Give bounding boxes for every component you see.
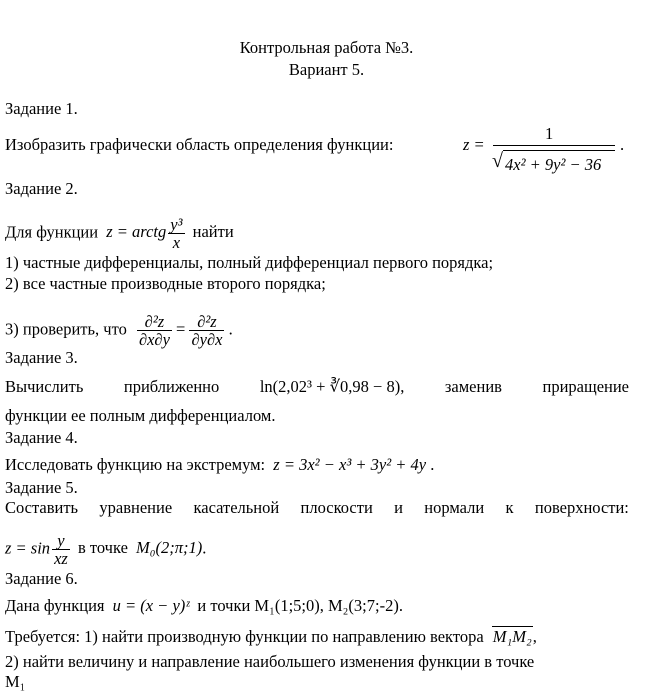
task2-derivative1-denominator: ∂x∂y [138, 330, 170, 349]
task2-formula-lhs: z = arctg [106, 222, 167, 242]
task5-point-text: в точке [77, 538, 128, 558]
task1-formula-numerator: 1 [545, 124, 554, 143]
document-title: Контрольная работа №3. [239, 38, 414, 57]
task3-word: заменив [444, 377, 502, 396]
task6-vector: M₁M₂ [492, 627, 532, 646]
task5-formula-line [5, 532, 206, 567]
task5-fraction-denominator: xz [54, 549, 68, 568]
task3-word: приближенно [123, 377, 220, 396]
task4-end: . [430, 455, 435, 474]
task5-word: и [394, 498, 403, 517]
task5-word: уравнение [99, 498, 173, 517]
task6-requirement-line [5, 627, 537, 647]
task2-after: найти [192, 222, 234, 242]
task3-expression: ln(2,02³ + ∛0,98 − 8), [259, 377, 405, 396]
task5-word: касательной [193, 498, 280, 517]
task2-equals: = [176, 319, 186, 339]
task4-line [5, 455, 434, 475]
task6-item2-continued: M₁ [5, 672, 26, 691]
task5-end: . [202, 538, 207, 558]
task2-fraction-denominator: x [172, 233, 181, 252]
task1-heading: Задание 1. [5, 99, 78, 118]
task5-word: поверхности: [534, 498, 629, 517]
task2-heading: Задание 2. [5, 179, 78, 198]
task5-word: нормали [424, 498, 485, 517]
task5-formula-lhs: z = sin [5, 538, 51, 558]
task6-points: и точки M₁(1;5;0), M₂(3;7;-2). [197, 596, 403, 615]
task5-point: M₀(2;π;1) [136, 538, 203, 558]
task5-word: к [505, 498, 514, 517]
task3-line1 [5, 377, 629, 397]
task2-item1: 1) частные дифференциалы, полный дифференциал первого порядка; [5, 253, 494, 272]
task4-text: Исследовать функцию на экстремум: [5, 455, 266, 474]
task6-formula: u = (x − y)ᶻ [112, 596, 190, 615]
task2-end: . [228, 319, 233, 339]
task5-line1 [5, 498, 629, 518]
task2-intro: Для функции [5, 222, 99, 242]
task5-word: Составить [5, 498, 79, 517]
task6-requirement-end: , [532, 627, 537, 646]
task6-line1 [5, 596, 403, 616]
task2-item2: 2) все частные производные второго порядка; [5, 274, 326, 293]
task3-word: приращение [542, 377, 629, 396]
task2-item3-line [5, 313, 233, 348]
task3-line2: функции ее полным дифференциалом. [5, 406, 276, 425]
task6-intro: Дана функция [5, 596, 105, 615]
task3-word: Вычислить [5, 377, 84, 396]
task2-derivative1-numerator: ∂²z [137, 313, 172, 331]
task2-derivative2-denominator: ∂y∂x [191, 330, 223, 349]
task2-formula-line [5, 216, 234, 251]
task2-fraction-numerator: y³ [170, 215, 183, 234]
task1-radical-bar [503, 150, 615, 151]
task6-heading: Задание 6. [5, 569, 78, 588]
task4-heading: Задание 4. [5, 428, 78, 447]
task3-heading: Задание 3. [5, 348, 78, 367]
task1-radical-sign: √ [492, 150, 503, 172]
task6-requirement: Требуется: 1) найти производную функции по направлению вектора [5, 627, 484, 646]
task5-heading: Задание 5. [5, 478, 78, 497]
task1-formula-radicand: 4x² + 9y² − 36 [505, 155, 602, 174]
task2-item3: 3) проверить, что [5, 319, 127, 339]
task5-fraction-numerator: y [52, 532, 70, 550]
task6-item2: 2) найти величину и направление наибольшего изменения функции в точке [5, 652, 535, 671]
task2-derivative2-numerator: ∂²z [189, 313, 224, 331]
task1-text: Изобразить графически область определения функции: [5, 135, 394, 154]
task4-formula: z = 3x² − x³ + 3y² + 4y [273, 455, 427, 474]
task1-end: . [620, 135, 625, 154]
task1-fraction-bar [493, 145, 615, 146]
task1-formula-lhs: z = [463, 135, 485, 154]
task5-word: плоскости [300, 498, 373, 517]
document-variant: Вариант 5. [288, 60, 365, 79]
